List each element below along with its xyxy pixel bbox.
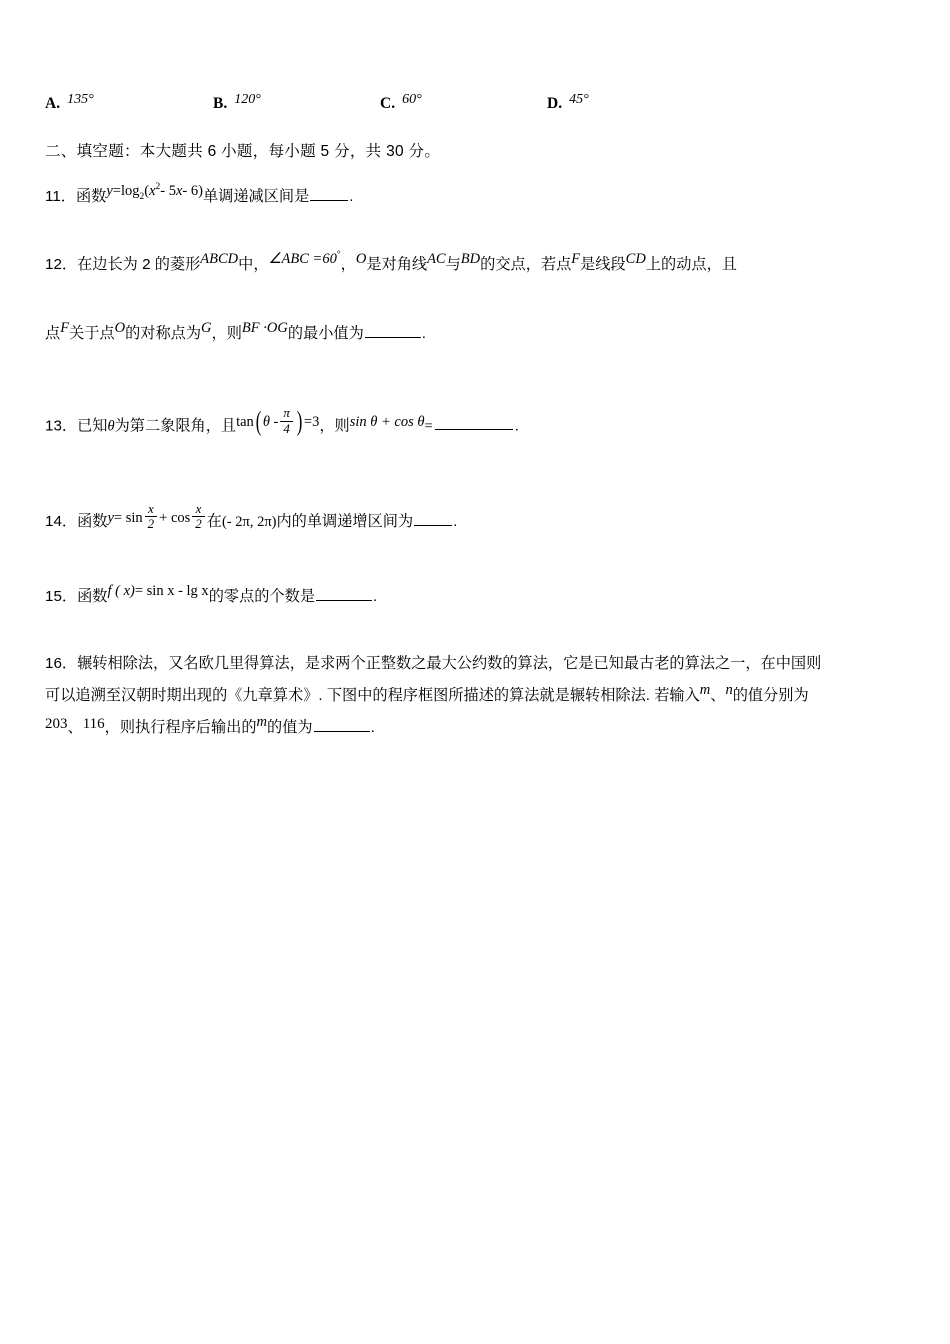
- choice-value-c: 60°: [402, 92, 422, 107]
- question-16-answer-blank: [314, 730, 370, 732]
- question-12-text-1: 在边长为 2 的菱形: [77, 255, 201, 273]
- question-16-line-3: 203、116，则执行程序后输出的m的值为 .: [45, 714, 375, 737]
- question-13-text-3: ，则: [319, 417, 350, 435]
- question-11: [45, 183, 907, 213]
- paren-close-icon: ): [296, 405, 303, 436]
- section-heading: 二、填空题：本大题共 6 小题，每小题 5 分，共 30 分。: [45, 143, 441, 160]
- question-11-number: 11．: [45, 188, 76, 205]
- question-15-text-2: 的零点的个数是: [208, 587, 315, 605]
- question-16-text-2b: 、: [710, 687, 726, 705]
- question-16-number: 16．: [45, 655, 78, 673]
- question-11-lead: 函数: [75, 188, 107, 205]
- question-12-text-9: 点: [45, 325, 61, 343]
- question-14-formula: y= sin $\frac{x}{2}$ + cos $\frac{x}{2}$: [107, 509, 206, 526]
- document-content: [45, 92, 907, 763]
- question-15-formula: f ( x)= sin x - lg x: [107, 582, 209, 599]
- choice-value-b: 120°: [234, 92, 261, 107]
- question-12-text-2: 中，: [238, 255, 269, 273]
- question-16-text-1: 辗转相除法，又名欧几里得算法，是求两个正整数之最大公约数的算法，它是已知最古老的算法之一，在中国则: [77, 655, 822, 673]
- question-16-text-3b: ，则执行程序后输出的: [104, 719, 257, 737]
- question-16-value-n: 116: [82, 716, 105, 733]
- question-12-text-3: ，: [340, 255, 356, 273]
- question-12-text-6: 的交点，若点: [480, 255, 572, 273]
- question-12-math-abcd: ABCD: [200, 250, 239, 267]
- choice-option-b: [213, 92, 380, 113]
- question-13-formula: tan( θ - $\frac{\pi}{4}$ ) =3: [236, 413, 319, 430]
- question-14: 14．函数y= sin $\frac{x}{2}$ + cos $\frac{x}{2}$ 在(- 2π, 2π)内的单调递增区间为 .: [45, 500, 458, 532]
- question-12-math-bd: BD: [460, 250, 481, 267]
- question-14-text-1: 函数: [77, 512, 108, 530]
- fraction-x-2-a: $\frac{x}{2}$: [145, 502, 158, 533]
- question-12-text-8: 上的动点，且: [645, 255, 737, 273]
- question-13-math-sincos: sin θ + cos θ: [349, 414, 425, 431]
- question-16-text-2c: 的值分别为: [732, 687, 809, 705]
- question-12-text-10: 关于点: [69, 325, 115, 343]
- question-16-text-3a: 、: [67, 719, 83, 737]
- question-14-math-interval: (- 2π, 2π): [221, 513, 277, 530]
- question-11-tail: 单调递减区间是: [202, 188, 310, 205]
- question-12-math-o: O: [355, 250, 367, 267]
- question-12-math-f: F: [571, 250, 581, 267]
- question-13-answer-blank: [435, 428, 513, 430]
- question-14-number: 14．: [45, 512, 78, 530]
- question-13: 13．已知θ为第二象限角，且tan( θ - $\frac{\pi}{4}$ ) =3，则sin θ + cos θ= .: [45, 386, 907, 467]
- question-14-text-3: 内的单调递增区间为: [276, 512, 414, 530]
- question-12-text-7: 是线段: [580, 255, 626, 273]
- choice-value-d: 45°: [569, 92, 589, 107]
- paren-open-icon: (: [255, 405, 262, 436]
- question-12-math-bfog: BF ·OG: [241, 320, 288, 337]
- question-13-equals: =: [424, 418, 433, 435]
- question-12-text-12: ，则: [211, 325, 242, 343]
- question-11-formula: $y=\log_2(x^2-$ 5x- 6): [106, 181, 203, 203]
- question-16-math-m2: m: [256, 714, 267, 731]
- question-16: [45, 648, 907, 744]
- question-15-answer-blank: [316, 599, 372, 601]
- question-13-math-theta: θ: [107, 418, 115, 435]
- question-13-number: 13．: [45, 417, 78, 435]
- question-16-math-n: n: [725, 682, 733, 699]
- question-12-math-cd: CD: [625, 250, 646, 267]
- choice-row: [45, 92, 907, 113]
- question-16-text-2a: 可以追溯至汉朝时期出现的《九章算术》. 下图中的程序框图所描述的算法就是辗转相除法. 若输入: [45, 687, 700, 705]
- question-12-math-angle: ∠ABC =60: [268, 250, 337, 267]
- question-13-text-2: 为第二象限角，且: [114, 417, 237, 435]
- question-12-text-4: 是对角线: [366, 255, 428, 273]
- question-15-number: 15．: [45, 587, 78, 605]
- question-12-math-f2: F: [60, 320, 70, 337]
- question-12-text-13: 的最小值为: [287, 325, 364, 343]
- question-12-answer-blank: [365, 336, 421, 338]
- question-15-text-1: 函数: [77, 587, 108, 605]
- question-16-value-m: 203: [45, 716, 68, 733]
- question-16-math-m: m: [699, 682, 711, 699]
- question-16-line-1: [45, 648, 907, 680]
- question-12-text-11: 的对称点为: [125, 325, 202, 343]
- choice-label-c: C.: [380, 95, 396, 112]
- question-12-text-5: 与: [445, 255, 461, 273]
- question-12-math-deg: °: [336, 249, 341, 260]
- question-12: 12．在边长为 2 的菱形ABCD中，∠ABC =60°，O是对角线AC与BD的交点，若点F是线段CD上的动点，且 点F关于点O的对称点为G，则BF ·OG的最小值为 .: [45, 249, 737, 343]
- question-11-period: .: [349, 188, 354, 205]
- question-12-number: 12．: [45, 255, 78, 273]
- choice-option-d: [547, 92, 589, 113]
- question-11-answer-blank: [310, 199, 348, 201]
- choice-value-a: 135°: [67, 92, 94, 107]
- question-15: 15．函数f ( x)= sin x - lg x的零点的个数是 .: [45, 582, 378, 605]
- question-13-text-1: 已知: [77, 417, 108, 435]
- question-16-line-2: [45, 680, 907, 712]
- choice-label-a: A.: [45, 95, 61, 112]
- fraction-x-2-b: $\frac{x}{2}$: [192, 502, 205, 533]
- question-12-math-ac: AC: [427, 250, 446, 267]
- question-14-text-2: 在: [206, 512, 222, 530]
- question-12-math-o2: O: [114, 320, 126, 337]
- fraction-pi-4: $\frac{\pi}{4}$: [280, 406, 293, 437]
- choice-label-d: D.: [547, 95, 563, 112]
- choice-label-b: B.: [213, 95, 228, 112]
- question-16-text-3c: 的值为: [267, 719, 313, 737]
- choice-option-a: [45, 92, 213, 113]
- question-12-math-g: G: [201, 320, 212, 337]
- question-14-answer-blank: [414, 524, 452, 526]
- choice-option-c: [380, 92, 547, 113]
